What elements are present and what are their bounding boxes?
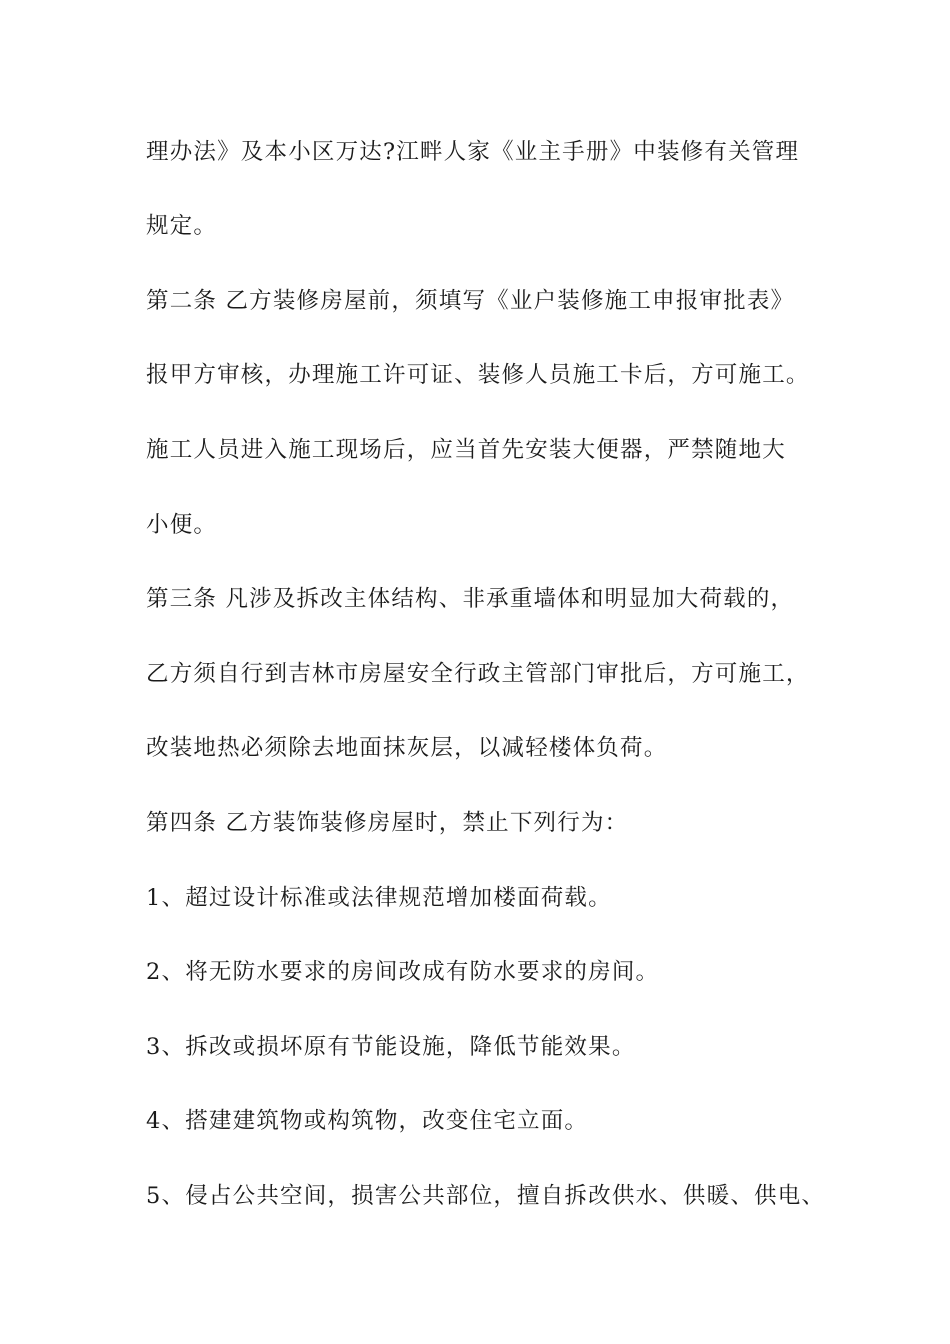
text-line: 3、拆改或损坏原有节能设施，降低节能效果。 (146, 1034, 636, 1060)
text-line: 施工人员进入施工现场后，应当首先安装大便器，严禁随地大 (146, 437, 786, 463)
text-line: 报甲方审核，办理施工许可证、装修人员施工卡后，方可施工。 (146, 362, 810, 388)
text-line: 第二条 乙方装修房屋前，须填写《业户装修施工申报审批表》 (146, 288, 795, 314)
text-line: 第三条 凡涉及拆改主体结构、非承重墙体和明显加大荷载的， (146, 586, 795, 612)
text-line: 5、侵占公共空间，损害公共部位，擅自拆改供水、供暖、供电、 (146, 1183, 826, 1209)
text-line: 2、将无防水要求的房间改成有防水要求的房间。 (146, 959, 660, 985)
text-line: 4、搭建建筑物或构筑物，改变住宅立面。 (146, 1108, 589, 1134)
text-line: 第四条 乙方装饰装修房屋时，禁止下列行为： (146, 810, 629, 836)
text-line: 理办法》及本小区万达?江畔人家《业主手册》中装修有关管理 (146, 139, 800, 165)
text-line: 小便。 (146, 512, 218, 538)
text-line: 改装地热必须除去地面抹灰层，以减轻楼体负荷。 (146, 735, 668, 761)
text-line: 1、超过设计标准或法律规范增加楼面荷载。 (146, 885, 612, 911)
text-line: 乙方须自行到吉林市房屋安全行政主管部门审批后，方可施工， (146, 661, 810, 687)
text-line: 规定。 (146, 213, 218, 239)
